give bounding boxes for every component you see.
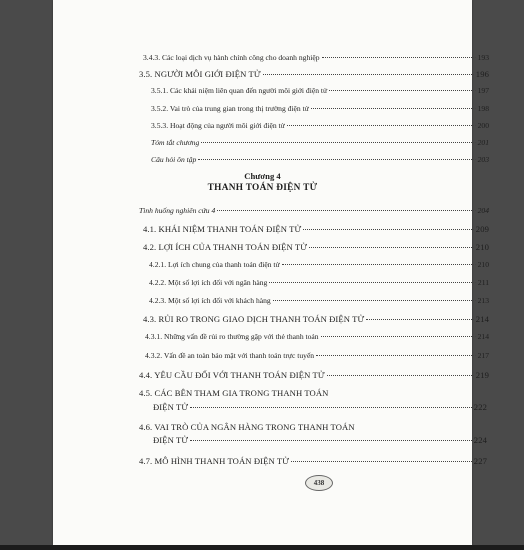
toc-entry: 4.2. LỢI ÍCH CỦA THANH TOÁN ĐIỆN TỬ 210 — [143, 242, 489, 252]
chapter-number: Chương 4 — [244, 171, 281, 181]
toc-entry: 4.3.2. Vấn đề an toàn bảo mật với thanh toán trực tuyến 217 — [145, 351, 489, 360]
toc-entry: 4.3. RỦI RO TRONG GIAO DỊCH THANH TOÁN ĐIỆN TỬ 214 — [143, 314, 489, 324]
toc-entry: 3.5.2. Vai trò của trung gian trong thị trường điện tử 198 — [151, 104, 489, 113]
toc-entry: 4.3.1. Những vấn đề rủi ro thường gặp với thẻ thanh toán 214 — [145, 332, 489, 341]
page-number: 438 — [313, 479, 325, 487]
toc-entry: 4.7. MÔ HÌNH THANH TOÁN ĐIỆN TỬ 227 — [139, 456, 487, 466]
toc-entry: 3.5. NGƯỜI MÔI GIỚI ĐIỆN TỬ 196 — [139, 69, 489, 79]
toc-entry: 4.4. YÊU CẦU ĐỐI VỚI THANH TOÁN ĐIỆN TỬ 219 — [139, 370, 489, 380]
toc-entry: Tóm tắt chương 201 — [151, 138, 489, 147]
toc-entry: 4.2.1. Lợi ích chung của thanh toán điện tử 210 — [149, 260, 489, 269]
chapter-title: THANH TOÁN ĐIỆN TỬ — [207, 183, 318, 193]
toc-entry-line1: 4.5. CÁC BÊN THAM GIA TRONG THANH TOÁN — [139, 388, 329, 398]
bottom-strip — [0, 545, 524, 550]
book-page — [53, 0, 489, 545]
toc-entry: Tình huống nghiên cứu 4 204 — [139, 206, 489, 215]
toc-entry: 4.2.3. Một số lợi ích đối với khách hàng 213 — [149, 296, 489, 305]
toc-entry: ĐIỆN TỬ 224 — [153, 435, 487, 445]
toc-entry: 4.2.2. Một số lợi ích đối với ngân hàng 211 — [149, 278, 489, 287]
toc-entry: 4.1. KHÁI NIỆM THANH TOÁN ĐIỆN TỬ 209 — [143, 224, 489, 234]
toc-entry-line1: 4.6. VAI TRÒ CỦA NGÂN HÀNG TRONG THANH TOÁN — [139, 422, 355, 432]
toc-entry: 3.5.3. Hoạt động của người môi giới điện tử 200 — [151, 121, 489, 130]
page-number-ornament — [305, 475, 333, 491]
toc-entry: 3.5.1. Các khái niệm liên quan đến người môi giới điện tử 197 — [151, 86, 489, 95]
toc-entry: 3.4.3. Các loại dịch vụ hành chính công cho doanh nghiệp 193 — [143, 53, 489, 62]
toc-entry: ĐIỆN TỬ 222 — [153, 402, 487, 412]
toc-entry: Câu hỏi ôn tập 203 — [151, 155, 489, 164]
